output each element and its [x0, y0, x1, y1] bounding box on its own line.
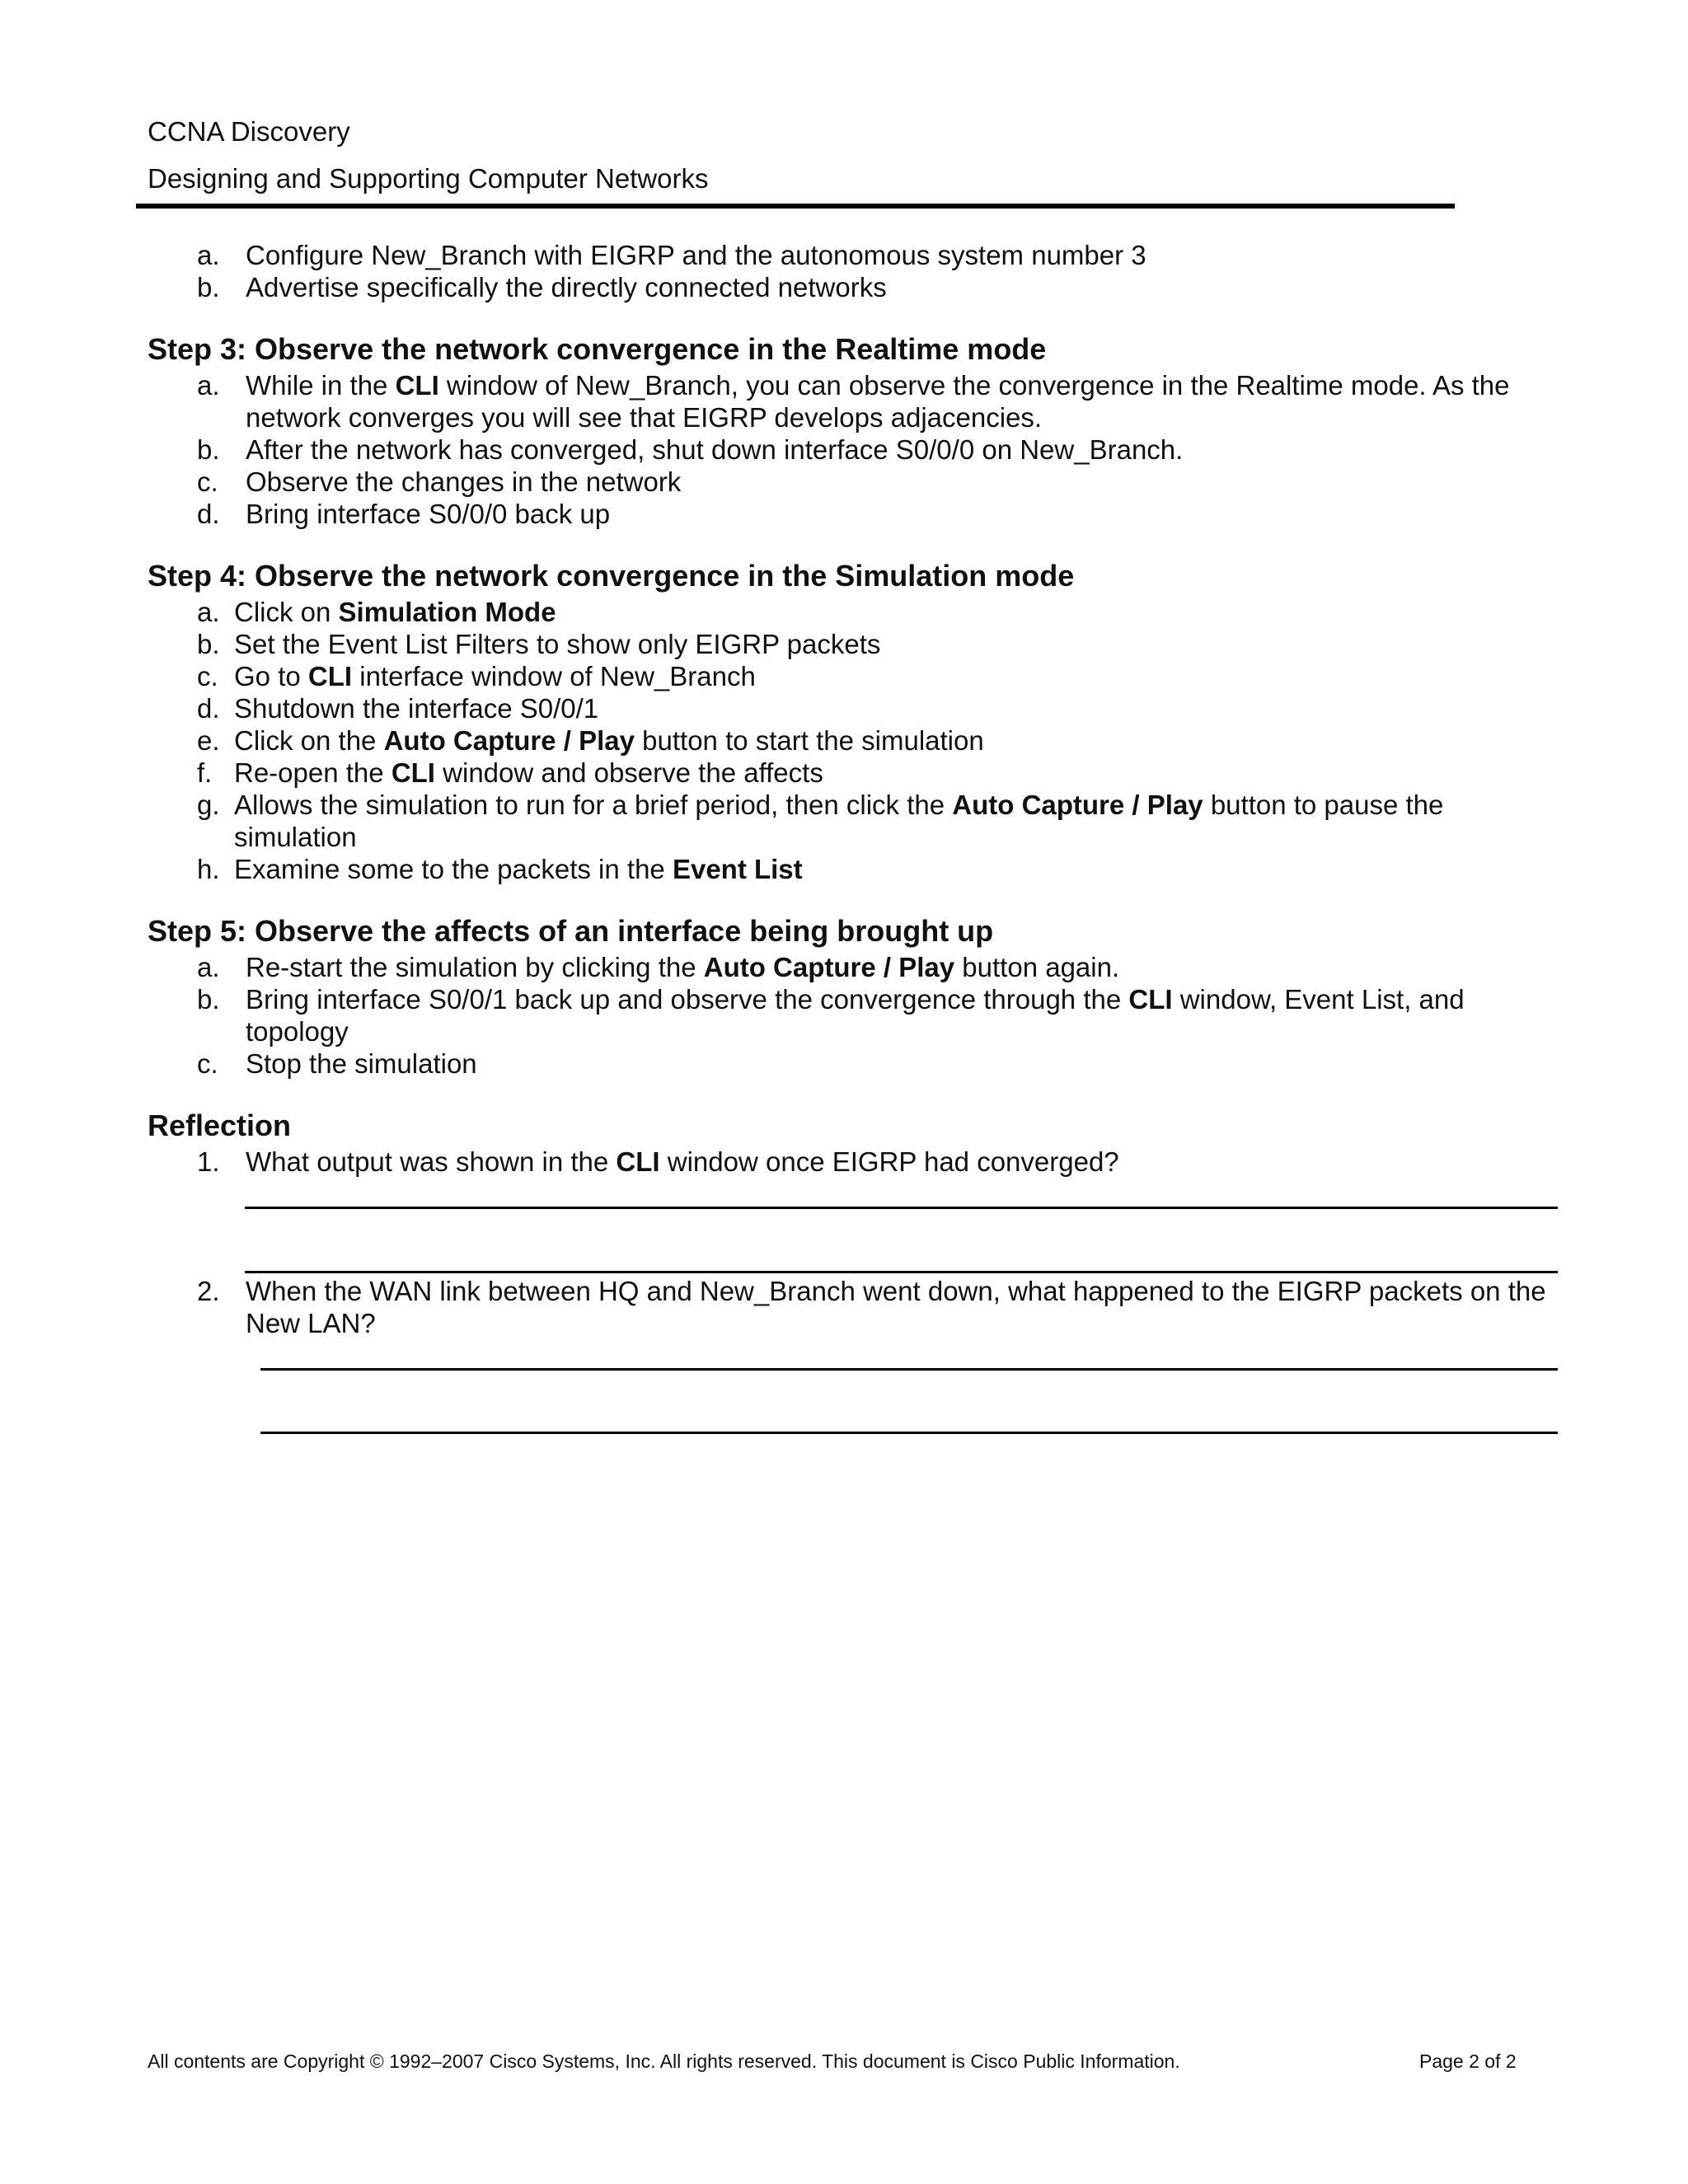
text-run: After the network has converged, shut down interface S0/0/0 on New_Branch. — [246, 434, 1184, 465]
list-marker: d. — [197, 499, 220, 529]
text-run: Re-open the — [234, 757, 392, 788]
list-marker: h. — [197, 854, 220, 884]
bold-term: Simulation Mode — [338, 597, 556, 627]
list-marker: a. — [197, 240, 220, 270]
list-item-text — [234, 724, 1549, 757]
list-item — [148, 239, 1549, 271]
list-item — [148, 596, 1549, 628]
list-marker: b. — [197, 434, 220, 465]
list-item — [148, 660, 1549, 692]
list-item — [148, 789, 1549, 853]
list-item — [148, 434, 1549, 466]
bold-term: Event List — [672, 854, 803, 884]
list-item-text — [246, 434, 1549, 466]
list-item-text — [246, 239, 1549, 271]
text-run: Configure New_Branch with EIGRP and the autonomous system number 3 — [246, 240, 1146, 270]
text-run: Go to — [234, 661, 308, 691]
answer-line — [260, 1368, 1558, 1371]
text-run: Set the Event List Filters to show only EIGRP packets — [234, 629, 881, 659]
answer-line — [245, 1207, 1558, 1209]
list-item — [148, 724, 1549, 757]
list-item-text — [234, 628, 1549, 660]
list-marker: e. — [197, 725, 220, 756]
step-items — [148, 951, 1549, 1080]
list-item-text — [246, 983, 1549, 1047]
list-marker: 2. — [197, 1276, 220, 1306]
list-item — [148, 271, 1549, 303]
list-item — [148, 951, 1549, 983]
list-marker: b. — [197, 984, 220, 1015]
reflection-question-1 — [148, 1146, 1549, 1178]
list-marker: a. — [197, 597, 220, 627]
reflection-heading: Reflection — [148, 1108, 292, 1142]
text-run: Stop the simulation — [246, 1048, 477, 1079]
list-item — [148, 853, 1549, 885]
text-run: Advertise specifically the directly connected networks — [246, 272, 887, 302]
list-item — [148, 692, 1549, 724]
reflection-section — [148, 1108, 1549, 1434]
text-run: window once EIGRP had converged? — [659, 1146, 1119, 1177]
bold-term: Auto Capture / Play — [383, 725, 635, 756]
list-item — [148, 1275, 1549, 1339]
list-item-text — [246, 466, 1549, 498]
text-run: What output was shown in the — [246, 1146, 617, 1177]
list-item-text — [234, 692, 1549, 724]
step-items — [148, 596, 1549, 885]
text-run: Allows the simulation to run for a brief period, then click the — [234, 790, 953, 820]
text-run: button to pause the simulation — [234, 790, 1444, 852]
step-heading: Step 5: Observe the affects of an interface being brought up — [148, 914, 994, 948]
list-item-text — [234, 757, 1549, 789]
list-marker: d. — [197, 693, 220, 724]
text-run: Shutdown the interface S0/0/1 — [234, 693, 599, 724]
list-item — [148, 983, 1549, 1047]
list-item — [148, 1047, 1549, 1080]
text-run: Re-start the simulation by clicking the — [246, 952, 704, 982]
list-marker: c. — [197, 466, 218, 497]
list-item-text — [246, 1047, 1549, 1080]
list-item-text — [246, 1275, 1549, 1339]
bold-term: Auto Capture / Play — [703, 952, 955, 982]
step-section — [148, 558, 1549, 885]
text-run: Click on the — [234, 725, 384, 756]
step-items — [148, 239, 1549, 303]
list-marker: g. — [197, 790, 220, 820]
text-run: When the WAN link between HQ and New_Branch went down, what happened to the EIGRP packets on the New LAN? — [246, 1276, 1546, 1338]
list-item-text — [246, 498, 1549, 530]
step-heading: Step 3: Observe the network convergence in the Realtime mode — [148, 332, 1047, 366]
text-run: Bring interface S0/0/0 back up — [246, 499, 611, 529]
text-run: Examine some to the packets in the — [234, 854, 673, 884]
text-run: window of New_Branch, you can observe the convergence in the Realtime mode. As the network converges you will see that EIGRP develops adjacencies. — [246, 370, 1510, 433]
text-run: button to start the simulation — [634, 725, 984, 756]
list-marker: 1. — [197, 1146, 220, 1177]
text-run: Bring interface S0/0/1 back up and observe the convergence through the — [246, 984, 1129, 1015]
bold-term: CLI — [1128, 984, 1173, 1015]
list-item — [148, 757, 1549, 789]
course-title: CCNA Discovery — [148, 116, 350, 147]
list-item-text — [234, 789, 1549, 853]
text-run: window and observe the affects — [434, 757, 823, 788]
list-item-text — [234, 596, 1549, 628]
page-number: Page 2 of 2 — [1419, 2050, 1517, 2072]
text-run: Observe the changes in the network — [246, 466, 682, 497]
list-marker: c. — [197, 1048, 218, 1079]
list-item-text — [246, 951, 1549, 983]
list-item — [148, 498, 1549, 530]
list-item — [148, 628, 1549, 660]
list-marker: b. — [197, 272, 220, 302]
document-body — [148, 239, 1549, 1434]
copyright-footer: All contents are Copyright © 1992–2007 Cisco Systems, Inc. All rights reserved. This document is Cisco Public Information. — [148, 2050, 1180, 2072]
list-marker: b. — [197, 629, 220, 659]
list-item-text — [246, 1146, 1549, 1178]
bold-term: CLI — [395, 370, 439, 401]
list-item — [148, 1146, 1549, 1178]
list-item — [148, 369, 1549, 434]
list-item-text — [246, 369, 1549, 434]
step-heading: Step 4: Observe the network convergence in the Simulation mode — [148, 559, 1075, 593]
answer-line — [260, 1432, 1558, 1434]
list-marker: f. — [197, 757, 213, 788]
answer-line — [245, 1271, 1558, 1273]
text-run: window, Event List, and topology — [246, 984, 1465, 1047]
list-item-text — [234, 660, 1549, 692]
text-run: button again. — [954, 952, 1120, 982]
list-item-text — [234, 853, 1549, 885]
bold-term: CLI — [616, 1146, 660, 1177]
text-run: While in the — [246, 370, 396, 401]
step-section — [148, 239, 1549, 303]
step-section — [148, 331, 1549, 530]
text-run: interface window of New_Branch — [352, 661, 756, 691]
list-marker: a. — [197, 952, 220, 982]
bold-term: CLI — [391, 757, 435, 788]
step-list — [148, 239, 1549, 1080]
module-title: Designing and Supporting Computer Networks — [148, 163, 709, 194]
reflection-question-2 — [148, 1275, 1549, 1339]
list-item-text — [246, 271, 1549, 303]
text-run: Click on — [234, 597, 339, 627]
step-section — [148, 913, 1549, 1080]
list-marker: c. — [197, 661, 218, 691]
bold-term: Auto Capture / Play — [952, 790, 1203, 820]
list-marker: a. — [197, 370, 220, 401]
list-item — [148, 466, 1549, 498]
step-items — [148, 369, 1549, 530]
header-divider — [136, 204, 1455, 209]
bold-term: CLI — [307, 661, 353, 691]
